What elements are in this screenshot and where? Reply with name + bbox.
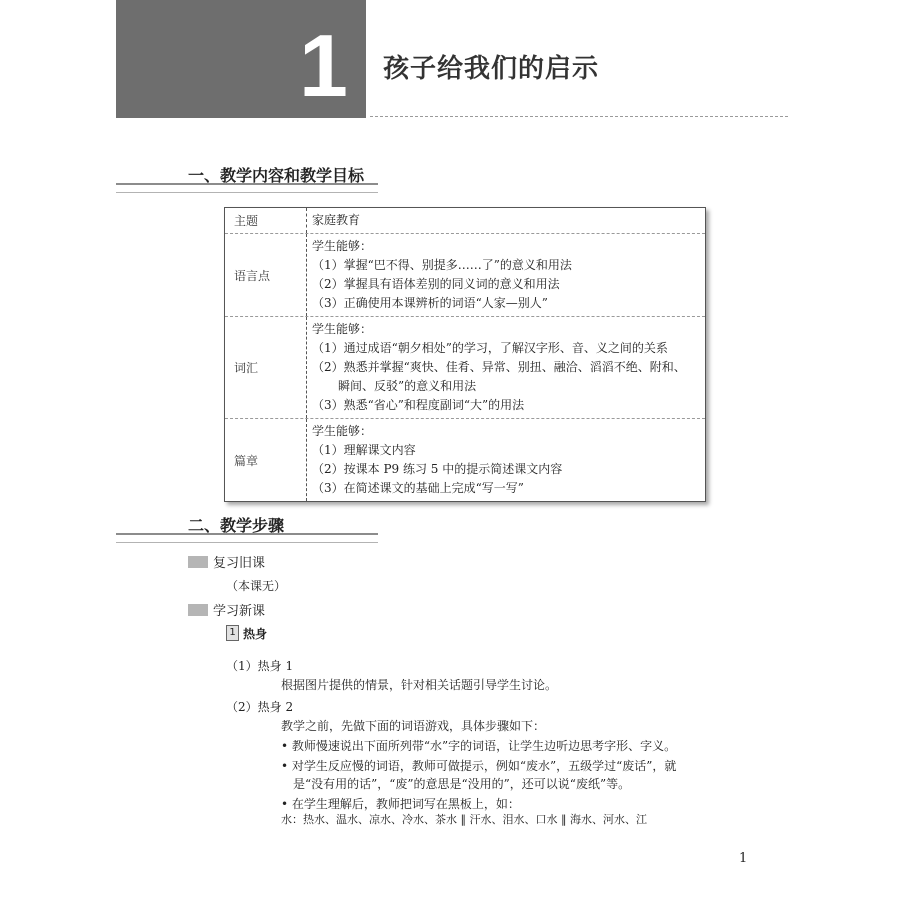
row-label: 语言点 bbox=[225, 234, 307, 316]
warmup-2-intro: 教学之前，先做下面的词语游戏，具体步骤如下： bbox=[281, 719, 546, 733]
bullet-item-continued: 是“没有用的话”，“废”的意思是“没用的”，还可以说“废纸”等。 bbox=[293, 777, 631, 791]
table-row-vocabulary bbox=[225, 316, 705, 418]
row-line: （2）掌握具有语体差别的同义词的意义和用法 bbox=[312, 277, 560, 291]
row-label: 词汇 bbox=[225, 317, 307, 418]
row-line: （3）正确使用本课辨析的词语“人家—别人” bbox=[312, 296, 548, 310]
warmup-2-title: （2）热身 2 bbox=[226, 700, 294, 714]
row-content bbox=[307, 208, 705, 233]
chapter-number-block bbox=[116, 0, 366, 118]
section-underline bbox=[116, 533, 378, 543]
row-line: 学生能够： bbox=[312, 239, 373, 253]
row-line: （3）熟悉“省心”和程度副词“大”的用法 bbox=[312, 398, 525, 412]
section-underline bbox=[116, 183, 378, 193]
water-word-list: 水：热水、温水、凉水、冷水、茶水 ‖ 汗水、泪水、口水 ‖ 海水、河水、江 bbox=[281, 813, 647, 826]
bullet-item: • 在学生理解后，教师把词写在黑板上，如： bbox=[281, 797, 520, 811]
bullet-item: • 对学生反应慢的词语，教师可做提示，例如“废水”，五级学过“废话”，就 bbox=[281, 759, 677, 773]
table-row-theme bbox=[225, 208, 705, 233]
step-new-label: 学习新课 bbox=[213, 604, 266, 619]
row-label: 篇章 bbox=[225, 419, 307, 501]
chapter-number: 1 bbox=[299, 16, 348, 115]
step-review-label: 复习旧课 bbox=[213, 556, 266, 571]
row-line: （2）按课本 P9 练习 5 中的提示简述课文内容 bbox=[312, 462, 563, 476]
step-review-note: （本课无） bbox=[226, 579, 287, 593]
page-number: 1 bbox=[739, 851, 748, 866]
table-row-discourse bbox=[225, 418, 705, 501]
warmup-label: 热身 bbox=[243, 627, 268, 641]
row-line: 瞬间、反驳”的意义和用法 bbox=[338, 379, 477, 393]
chapter-title: 孩子给我们的启示 bbox=[383, 54, 600, 84]
row-content bbox=[307, 234, 705, 316]
table-row-language-points bbox=[225, 233, 705, 316]
row-content bbox=[307, 419, 705, 501]
warmup-number-box: 1 bbox=[226, 625, 239, 641]
step-marker-icon bbox=[188, 556, 208, 568]
step-marker-icon bbox=[188, 604, 208, 616]
row-line: 家庭教育 bbox=[312, 213, 361, 227]
row-line: （1）掌握“巴不得、别提多……了”的意义和用法 bbox=[312, 258, 572, 272]
row-content bbox=[307, 317, 705, 418]
row-label: 主题 bbox=[225, 208, 307, 233]
warmup-1-title: （1）热身 1 bbox=[226, 659, 294, 673]
row-line: （3）在简述课文的基础上完成“写一写” bbox=[312, 481, 524, 495]
row-line: 学生能够： bbox=[312, 322, 373, 336]
section-heading-steps: 二、教学步骤 bbox=[188, 516, 285, 535]
section-heading-objectives: 一、教学内容和教学目标 bbox=[188, 166, 365, 185]
warmup-1-text: 根据图片提供的情景，针对相关话题引导学生讨论。 bbox=[281, 678, 558, 692]
row-line: 学生能够： bbox=[312, 424, 373, 438]
row-line: （1）理解课文内容 bbox=[312, 443, 416, 457]
objectives-table bbox=[224, 207, 706, 502]
row-line: （1）通过成语“朝夕相处”的学习，了解汉字形、音、义之间的关系 bbox=[312, 341, 668, 355]
row-line: （2）熟悉并掌握“爽快、佳肴、异常、别扭、融洽、滔滔不绝、附和、 bbox=[312, 360, 686, 374]
bullet-item: • 教师慢速说出下面所列带“水”字的词语，让学生边听边思考字形、字义。 bbox=[281, 739, 677, 753]
chapter-divider bbox=[370, 116, 788, 117]
